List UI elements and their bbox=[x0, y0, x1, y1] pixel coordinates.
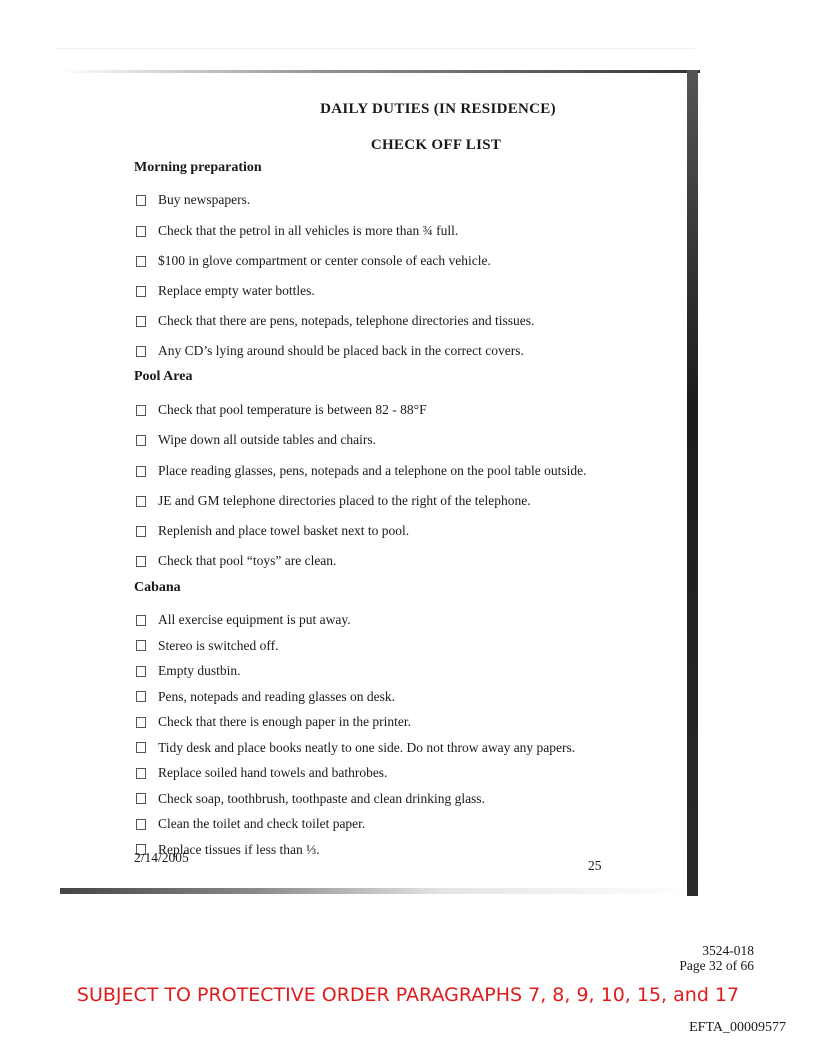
checklist-item-label: Wipe down all outside tables and chairs. bbox=[158, 432, 377, 447]
checkbox-icon[interactable] bbox=[136, 226, 146, 237]
checklist-item bbox=[136, 663, 241, 679]
footer-date: 2/14/2005 bbox=[134, 850, 189, 865]
protective-order-notice: SUBJECT TO PROTECTIVE ORDER PARAGRAPHS 7, 8, 9, 10, 15, and 17 bbox=[76, 984, 740, 1006]
checklist-item-label: Replenish and place towel basket next to pool. bbox=[158, 523, 410, 538]
section-heading-morning: Morning preparation bbox=[134, 160, 262, 175]
checklist-item bbox=[136, 402, 427, 418]
checkbox-icon[interactable] bbox=[136, 615, 146, 626]
checklist-item-label: Replace empty water bottles. bbox=[158, 283, 315, 298]
checkbox-icon[interactable] bbox=[136, 691, 146, 702]
checklist-item-label: $100 in glove compartment or center console of each vehicle. bbox=[158, 253, 491, 268]
checklist-item bbox=[136, 740, 575, 756]
bates-page: Page 32 of 66 bbox=[679, 958, 754, 973]
checklist-item-label: Check soap, toothbrush, toothpaste and clean drinking glass. bbox=[158, 790, 485, 806]
scan-right-edge bbox=[687, 70, 698, 896]
checkbox-icon[interactable] bbox=[136, 742, 146, 753]
checklist-item-label: Check that pool “toys” are clean. bbox=[158, 553, 337, 568]
checkbox-icon[interactable] bbox=[136, 819, 146, 830]
checklist-item-label: Check that there are pens, notepads, telephone directories and tissues. bbox=[158, 313, 535, 328]
footer-page-number: 25 bbox=[588, 858, 602, 873]
checklist-item bbox=[136, 714, 411, 730]
checkbox-icon[interactable] bbox=[136, 405, 146, 416]
checklist-item-label: Stereo is switched off. bbox=[158, 637, 279, 653]
checklist-item bbox=[136, 283, 315, 299]
checkbox-icon[interactable] bbox=[136, 286, 146, 297]
checklist-item bbox=[136, 689, 395, 705]
checkbox-icon[interactable] bbox=[136, 556, 146, 567]
checkbox-icon[interactable] bbox=[136, 526, 146, 537]
checklist-item bbox=[136, 791, 485, 807]
checklist-item bbox=[136, 223, 458, 239]
checkbox-icon[interactable] bbox=[136, 666, 146, 677]
section-heading-cabana: Cabana bbox=[134, 580, 181, 595]
checklist-item-label: Replace soiled hand towels and bathrobes. bbox=[158, 765, 388, 780]
checklist-item bbox=[136, 612, 351, 628]
checkbox-icon[interactable] bbox=[136, 793, 146, 804]
checklist-item bbox=[136, 553, 336, 569]
scan-artifact-line bbox=[55, 48, 695, 49]
checklist-item bbox=[136, 343, 524, 359]
checkbox-icon[interactable] bbox=[136, 195, 146, 206]
checklist-item-label: Clean the toilet and check toilet paper. bbox=[158, 816, 366, 831]
checklist-item-label: All exercise equipment is put away. bbox=[158, 612, 351, 627]
checkbox-icon[interactable] bbox=[136, 256, 146, 267]
document-title: DAILY DUTIES (IN RESIDENCE) bbox=[320, 101, 556, 117]
checklist-item-label: Check that the petrol in all vehicles is more than ¾ full. bbox=[158, 223, 459, 238]
checklist-item bbox=[136, 313, 534, 329]
checkbox-icon[interactable] bbox=[136, 435, 146, 446]
checklist-item bbox=[136, 432, 376, 448]
checklist-item bbox=[136, 816, 365, 832]
checklist-item-label: Check that pool temperature is between 82 - 88°F bbox=[158, 402, 427, 417]
checklist-item bbox=[136, 463, 587, 479]
checkbox-icon[interactable] bbox=[136, 466, 146, 477]
checkbox-icon[interactable] bbox=[136, 768, 146, 779]
checklist-item-label: Replace tissues if less than ⅓. bbox=[158, 841, 320, 857]
checklist-item-label: Tidy desk and place books neatly to one side. Do not throw away any papers. bbox=[158, 739, 576, 755]
checklist-item bbox=[136, 638, 278, 654]
document-subtitle: CHECK OFF LIST bbox=[370, 137, 502, 153]
checklist-item-label: Place reading glasses, pens, notepads and a telephone on the pool table outside. bbox=[158, 463, 587, 478]
checklist-item bbox=[136, 765, 387, 781]
checklist-item-label: Pens, notepads and reading glasses on desk. bbox=[158, 688, 395, 704]
scan-top-edge bbox=[60, 70, 700, 73]
checkbox-icon[interactable] bbox=[136, 316, 146, 327]
checklist-item bbox=[136, 253, 491, 269]
checkbox-icon[interactable] bbox=[136, 717, 146, 728]
checkbox-icon[interactable] bbox=[136, 640, 146, 651]
section-heading-pool-area: Pool Area bbox=[134, 369, 193, 384]
checklist-item-label: Empty dustbin. bbox=[158, 663, 241, 678]
checkbox-icon[interactable] bbox=[136, 496, 146, 507]
checklist-item bbox=[136, 523, 409, 539]
efta-number: EFTA_00009577 bbox=[689, 1020, 786, 1035]
checklist-item-label: Any CD’s lying around should be placed back in the correct covers. bbox=[158, 343, 524, 358]
checklist-item-label: Buy newspapers. bbox=[158, 192, 251, 207]
checkbox-icon[interactable] bbox=[136, 346, 146, 357]
checklist-item bbox=[136, 192, 250, 208]
bates-doc-id: 3524-018 bbox=[702, 943, 754, 958]
checklist-item bbox=[136, 493, 531, 509]
checklist-item-label: Check that there is enough paper in the printer. bbox=[158, 714, 412, 729]
scan-bottom-edge bbox=[60, 888, 696, 894]
checklist-item-label: JE and GM telephone directories placed to the right of the telephone. bbox=[158, 493, 531, 508]
